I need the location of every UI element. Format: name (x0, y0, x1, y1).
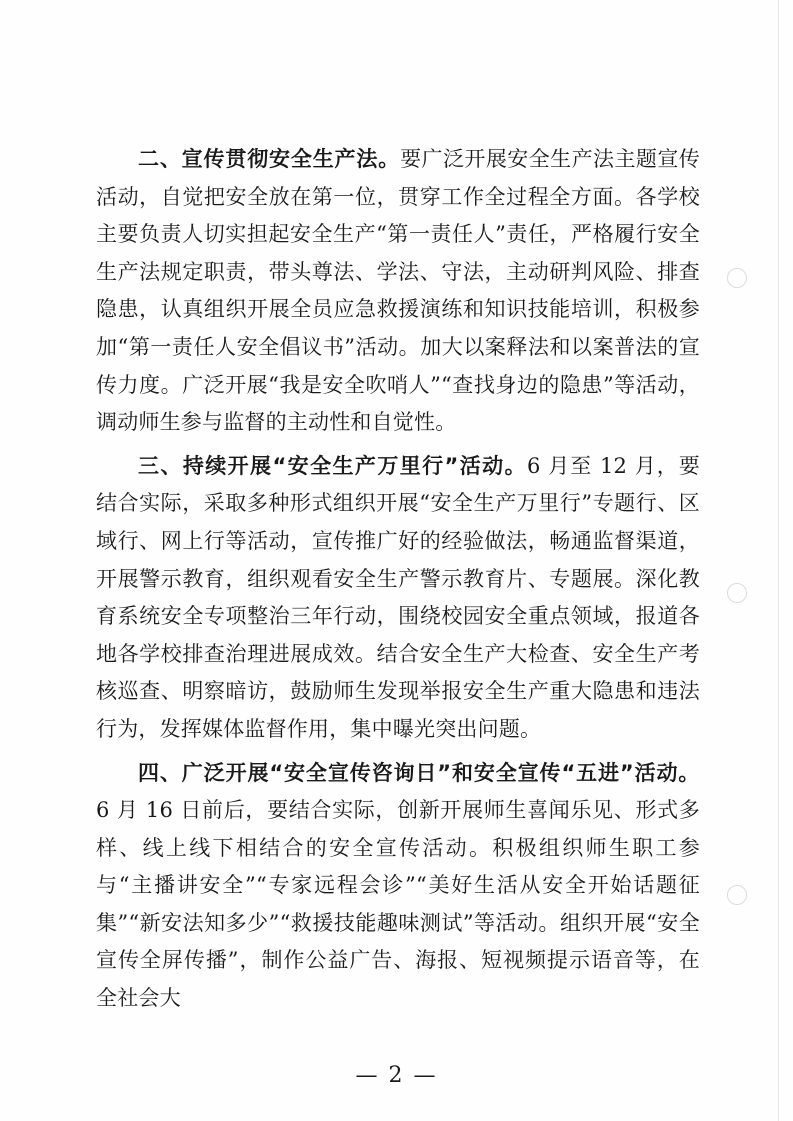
section-body: 要广泛开展安全生产法主题宣传活动，自觉把安全放在第一位，贯穿工作全过程全方面。各学校主要负责人切实担起安全生产“第一责任人”责任，严格履行安全生产法规定职责，带头尊法、学法、守法，主动研判风险、排查隐患，认真组织开展全员应急救援演练和知识技能培训，积极参加“第一责任人安全倡议书”活动。加大以案释法和以案普法的宣传力度。广泛开展“我是安全吹哨人”“查找身边的隐患”等活动，调动师生参与监督的主动性和自觉性。 (96, 147, 700, 435)
binding-hole-mark (727, 583, 747, 603)
document-body (96, 141, 700, 1024)
section-paragraph-2 (96, 141, 700, 442)
section-heading: 四、广泛开展“安全宣传咨询日”和安全宣传“五进”活动。 (138, 760, 700, 785)
section-body: 6 月至 12 月，要结合实际，采取多种形式组织开展“安全生产万里行”专题行、区域行、网上行等活动，宣传推广好的经验做法，畅通监督渠道，开展警示教育，组织观看安全生产警示教育片、专题展。深化教育系统安全专项整治三年行动，围绕校园安全重点领域，报道各地各学校排查治理进展成效。结合安全生产大检查、安全生产考核巡查、明察暗访，鼓励师生发现举报安全生产重大隐患和违法行为，发挥媒体监督作用，集中曝光突出问题。 (96, 453, 701, 741)
page-number: — 2 — (355, 1063, 438, 1088)
page-edge-line (778, 0, 779, 1121)
binding-hole-mark (727, 268, 747, 288)
section-body: 6 月 16 日前后，要结合实际，创新开展师生喜闻乐见、形式多样、线上线下相结合的安全宣传活动。积极组织师生职工参与“主播讲安全”“专家远程会诊”“美好生活从安全开始话题征集”“新安法知多少”“救援技能趣味测试”等活动。组织开展“安全宣传全屏传播”，制作公益广告、海报、短视频提示语音等，在全社会大 (96, 798, 700, 1011)
section-heading: 三、持续开展“安全生产万里行”活动。 (138, 453, 528, 478)
binding-hole-mark (727, 885, 747, 905)
section-paragraph-3 (96, 448, 700, 749)
section-paragraph-4 (96, 755, 700, 1018)
section-heading: 二、宣传贯彻安全生产法。 (138, 147, 401, 171)
